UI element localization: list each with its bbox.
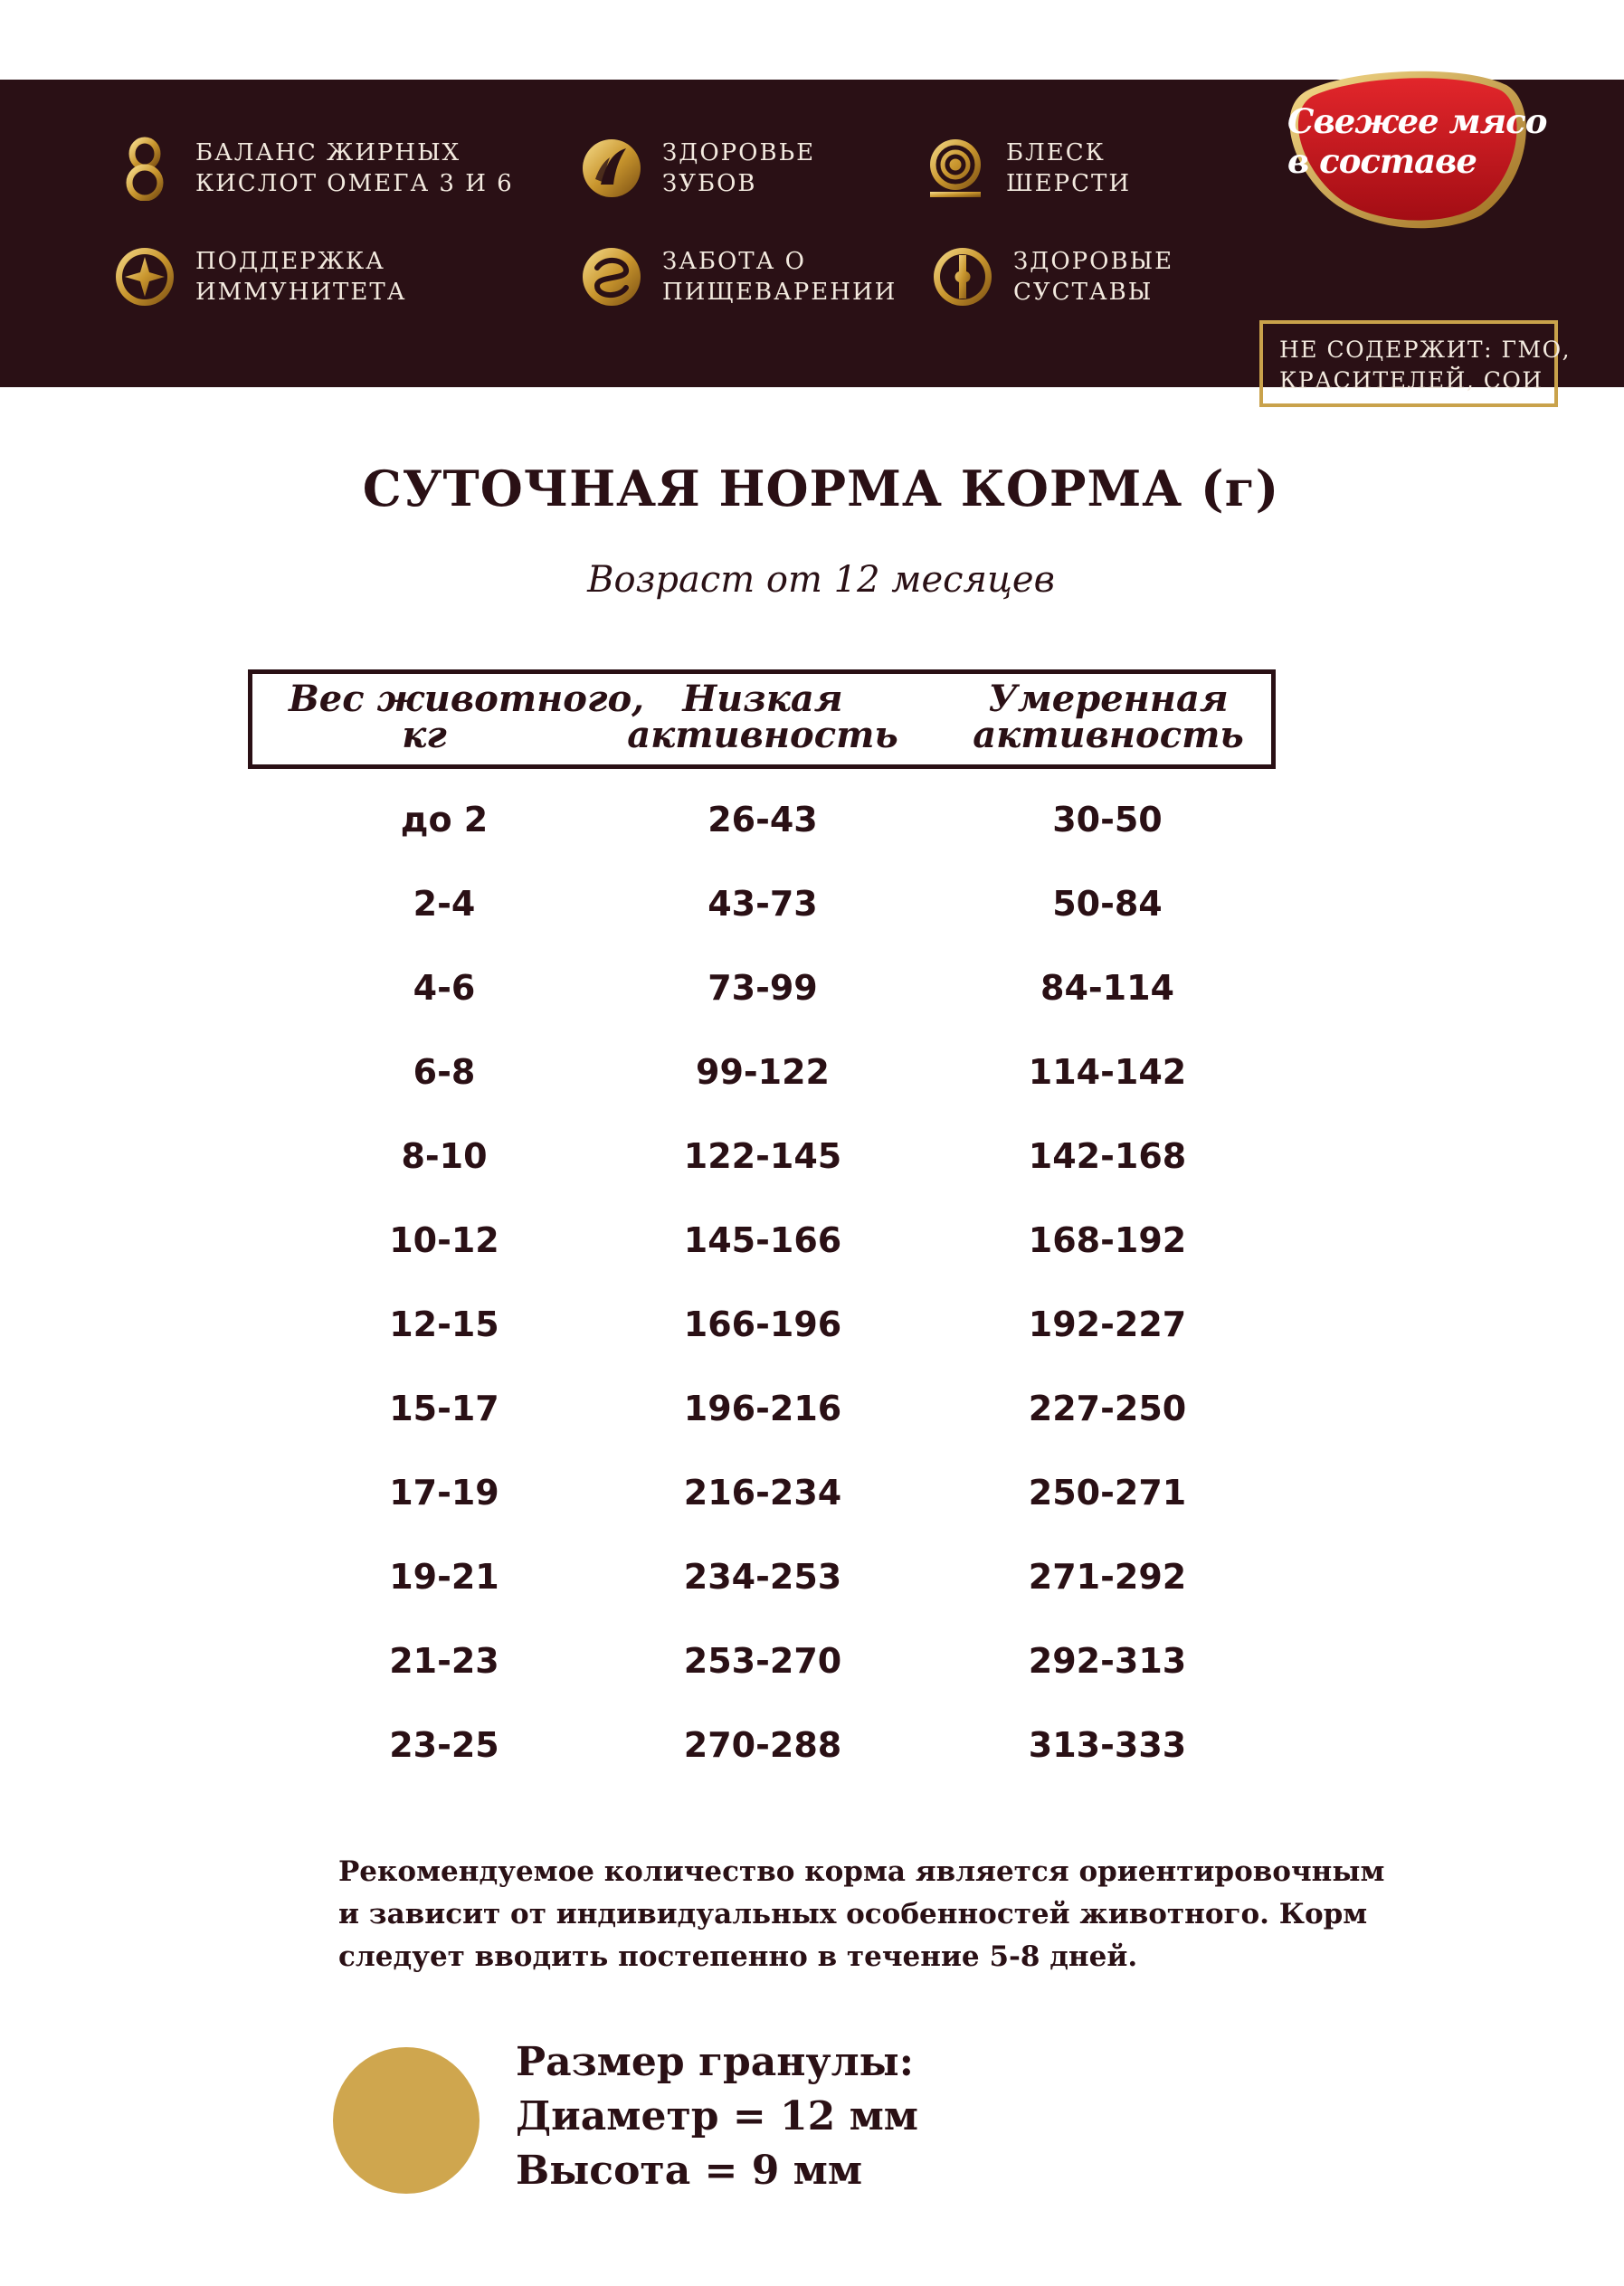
cell-moderate: 30-50: [1052, 800, 1163, 839]
table-row: [248, 1466, 1276, 1520]
feature-immunity-label: ПОДДЕРЖКА ИММУНИТЕТА: [195, 248, 407, 306]
feature-teeth: [579, 136, 815, 201]
fresh-meat-emblem: [1244, 63, 1547, 235]
cell-moderate: 313-333: [1028, 1725, 1187, 1765]
cell-moderate: 292-313: [1028, 1641, 1187, 1681]
feature-digestion: [579, 244, 897, 309]
table-row: [248, 1381, 1276, 1436]
table-row: [248, 792, 1276, 847]
cell-moderate: 114-142: [1028, 1052, 1187, 1092]
cell-moderate: 192-227: [1028, 1304, 1187, 1344]
granule-info: [516, 2035, 918, 2198]
granule-label: Размер гранулы:: [516, 2039, 914, 2085]
cell-moderate: 271-292: [1028, 1557, 1187, 1597]
cell-low: 270-288: [683, 1725, 842, 1765]
cell-moderate: 50-84: [1052, 884, 1163, 924]
cell-weight: 2-4: [413, 884, 476, 924]
cell-weight: до 2: [400, 800, 489, 839]
granule-height: Высота = 9 мм: [516, 2148, 863, 2194]
cell-weight: 12-15: [389, 1304, 499, 1344]
table-row: [248, 1550, 1276, 1604]
cell-weight: 19-21: [389, 1557, 499, 1597]
cell-weight: 8-10: [401, 1136, 488, 1176]
cell-weight: 23-25: [389, 1725, 499, 1765]
feature-teeth-label: ЗДОРОВЬЕ ЗУБОВ: [662, 139, 816, 197]
cell-low: 122-145: [683, 1136, 842, 1176]
cell-low: 166-196: [683, 1304, 842, 1344]
feeding-note: Рекомендуемое количество корма является ориентировочным и зависит от индивидуальных особенностей животного. Корм следует вводить постепенно в течение 5-8 дней.: [338, 1855, 1385, 1973]
no-gmo-badge: НЕ СОДЕРЖИТ: ГМО, КРАСИТЕЛЕЙ, СОИ: [1259, 320, 1558, 407]
feature-coat-label: БЛЕСК ШЕРСТИ: [1006, 139, 1132, 197]
table-row: [248, 1129, 1276, 1183]
star-shield-icon: [112, 244, 177, 309]
table-row: [248, 1213, 1276, 1267]
cell-moderate: 168-192: [1028, 1220, 1187, 1260]
granule-diameter: Диаметр = 12 мм: [516, 2093, 919, 2139]
omega-8-icon: [112, 136, 177, 201]
header-low-activity: Низкая активность: [627, 678, 898, 756]
table-row: [248, 1718, 1276, 1772]
swirl-icon: [923, 136, 988, 201]
cell-moderate: 250-271: [1028, 1473, 1187, 1513]
table-row: [248, 1297, 1276, 1352]
cell-weight: 17-19: [389, 1473, 499, 1513]
cell-low: 99-122: [696, 1052, 830, 1092]
tooth-icon: [579, 136, 644, 201]
cell-low: 145-166: [683, 1220, 842, 1260]
feature-joints-label: ЗДОРОВЫЕ СУСТАВЫ: [1013, 248, 1174, 306]
page-title: СУТОЧНАЯ НОРМА КОРМА (г): [362, 460, 1280, 517]
cell-low: 43-73: [708, 884, 818, 924]
cell-weight: 21-23: [389, 1641, 499, 1681]
feature-immunity: [112, 244, 406, 309]
cell-moderate: 84-114: [1040, 968, 1174, 1008]
digestion-icon: [579, 244, 644, 309]
feature-digestion-label: ЗАБОТА О ПИЩЕВАРЕНИИ: [662, 248, 897, 306]
cell-moderate: 227-250: [1028, 1389, 1187, 1428]
cell-low: 253-270: [683, 1641, 842, 1681]
cell-weight: 10-12: [389, 1220, 499, 1260]
cell-low: 196-216: [683, 1389, 842, 1428]
table-row: [248, 877, 1276, 931]
joint-icon: [930, 244, 995, 309]
table-row: [248, 1045, 1276, 1099]
table-header: [248, 669, 1276, 769]
feature-joints: [930, 244, 1173, 309]
feature-omega: [112, 136, 514, 201]
feature-coat: [923, 136, 1131, 201]
page-subtitle: Возраст от 12 месяцев: [587, 559, 1055, 601]
cell-moderate: 142-168: [1028, 1136, 1187, 1176]
table-row: [248, 1634, 1276, 1688]
cell-low: 26-43: [708, 800, 818, 839]
cell-low: 234-253: [683, 1557, 842, 1597]
fresh-meat-label: Свежее мясо в составе: [1287, 101, 1547, 181]
table-row: [248, 961, 1276, 1015]
cell-weight: 6-8: [413, 1052, 476, 1092]
cell-weight: 4-6: [413, 968, 476, 1008]
cell-low: 73-99: [708, 968, 818, 1008]
header-moderate-activity: Умеренная активность: [973, 678, 1244, 756]
cell-weight: 15-17: [389, 1389, 499, 1428]
feature-omega-label: БАЛАНС ЖИРНЫХ КИСЛОТ ОМЕГА 3 И 6: [195, 139, 514, 197]
granule-swatch: [333, 2047, 480, 2194]
header-weight: Вес животного, кг: [289, 678, 645, 756]
cell-low: 216-234: [683, 1473, 842, 1513]
